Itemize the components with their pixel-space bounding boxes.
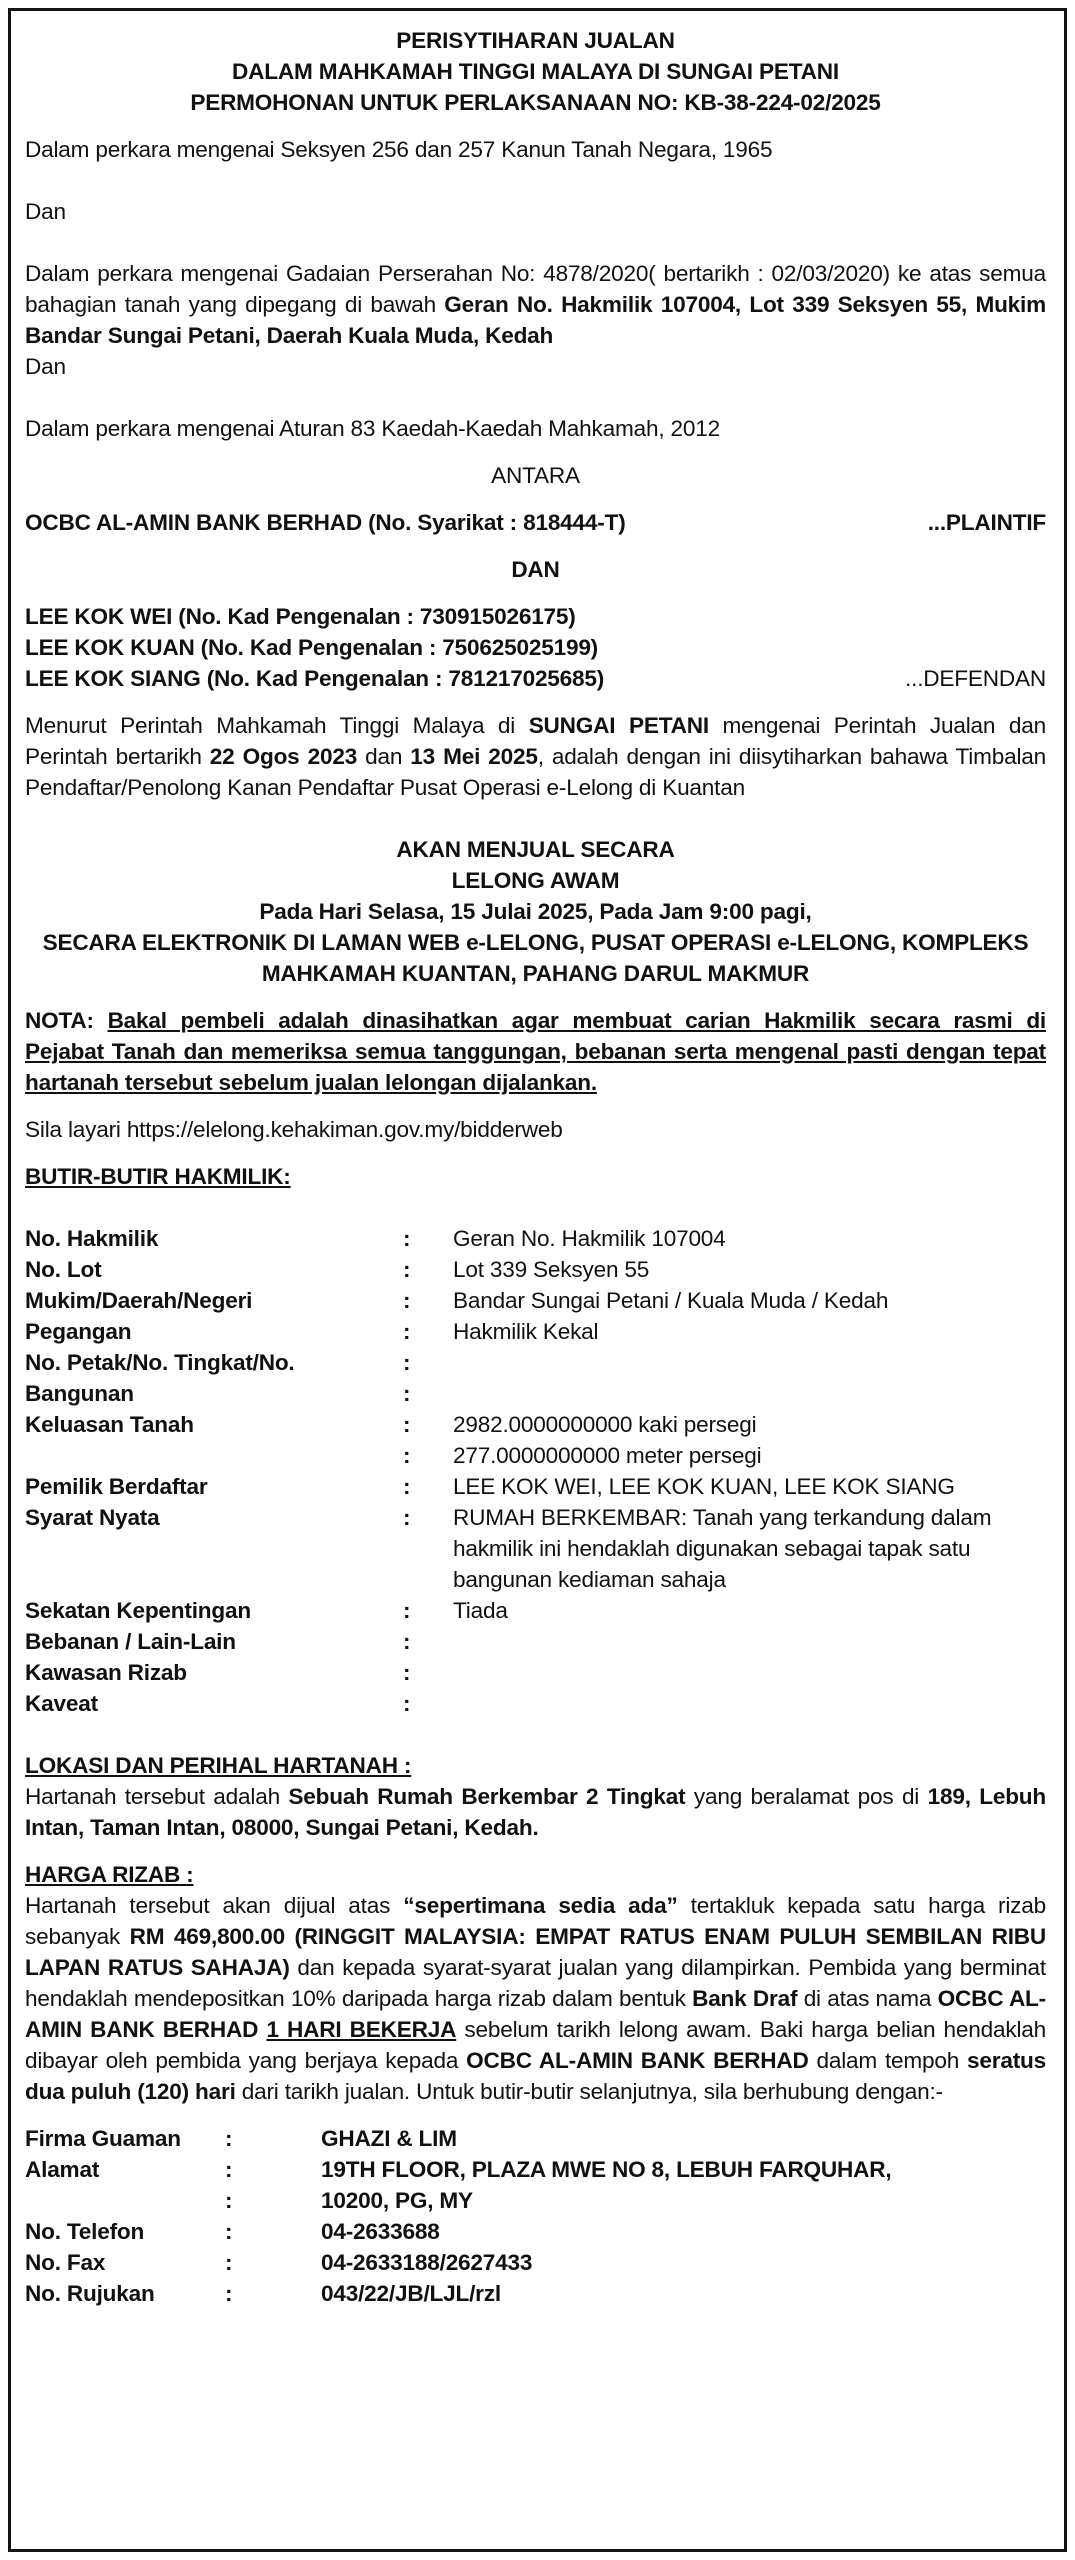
title-detail-colon: : xyxy=(403,1319,411,1344)
defendant-3-row xyxy=(25,663,1046,694)
plaintiff-name: OCBC AL-AMIN BANK BERHAD (No. Syarikat : 818444-T) xyxy=(25,510,626,535)
firm-detail-colon: : xyxy=(225,2219,233,2244)
title-detail-label: Syarat Nyata xyxy=(25,1505,160,1530)
firm-detail-label: No. Rujukan xyxy=(25,2281,155,2306)
title-detail-label xyxy=(25,1440,403,1471)
title-detail-colon: : xyxy=(403,1629,411,1654)
plaintiff-tag: ...PLAINTIF xyxy=(927,510,1046,535)
auction-line-2: LELONG AWAM xyxy=(451,868,620,893)
firm-detail-label: No. Telefon xyxy=(25,2219,145,2244)
title-detail-label: Pegangan xyxy=(25,1319,132,1344)
antara-label: ANTARA xyxy=(491,463,580,488)
dan-label: DAN xyxy=(511,557,560,582)
nota-text: Bakal pembeli adalah dinasihatkan agar membuat carian Hakmilik secara rasmi di Pejabat Tanah dan memeriksa semua tanggungan, bebanan serta mengenal pasti dengan tepat hartanah tersebut sebelum jualan lelongan dijalankan. xyxy=(25,1008,1046,1095)
title-detail-value xyxy=(453,1626,1046,1657)
sale-proclamation xyxy=(8,8,1067,2552)
title-detail-value: Bandar Sungai Petani / Kuala Muda / Kedah xyxy=(453,1288,889,1313)
title-detail-value xyxy=(453,1378,1046,1409)
title-detail-value: Tiada xyxy=(453,1598,508,1623)
title-detail-label: Bebanan / Lain-Lain xyxy=(25,1629,236,1654)
firm-detail-colon: : xyxy=(225,2157,233,2182)
order-paragraph: Menurut Perintah Mahkamah Tinggi Malaya di SUNGAI PETANI mengenai Perintah Jualan dan Perintah bertarikh 22 Ogos 2023 dan 13 Mei 2025, adalah dengan ini diisytiharkan bahawa Timbalan Pendaftar/Penolong Kanan Pendaftar Pusat Operasi e-Lelong di Kuantan xyxy=(25,713,1046,800)
bidder-website: Sila layari https://elelong.kehakiman.gov.my/bidderweb xyxy=(25,1117,563,1142)
title-detail-colon: : xyxy=(403,1691,411,1716)
title-detail-colon: : xyxy=(403,1257,411,1282)
title-detail-colon: : xyxy=(403,1350,411,1375)
title-detail-colon: : xyxy=(403,1381,411,1406)
firm-detail-value: 04-2633188/2627433 xyxy=(321,2250,533,2275)
defendant-1: LEE KOK WEI (No. Kad Pengenalan : 730915026175) xyxy=(25,604,576,629)
firm-detail-colon: : xyxy=(225,2188,233,2213)
title-detail-colon: : xyxy=(403,1660,411,1685)
defendant-2: LEE KOK KUAN (No. Kad Pengenalan : 750625025199) xyxy=(25,635,599,660)
title-detail-value: Lot 339 Seksyen 55 xyxy=(453,1257,650,1282)
plaintiff-row xyxy=(25,507,1046,538)
reserve-paragraph: Hartanah tersebut akan dijual atas “sepertimana sedia ada” tertakluk kepada satu harga rizab sebanyak RM 469,800.00 (RINGGIT MALAYSIA: EMPAT RATUS ENAM PULUH SEMBILAN RIBU LAPAN RATUS SAHAJA) dan kepada syarat-syarat jualan yang dilampirkan. Pembida yang berminat hendaklah mendepositkan 10% daripada harga rizab dalam bentuk Bank Draf di atas nama OCBC AL-AMIN BANK BERHAD 1 HARI BEKERJA sebelum tarikh lelong awam. Baki harga belian hendaklah dibayar oleh pembida yang berjaya kepada OCBC AL-AMIN BANK BERHAD dalam tempoh seratus dua puluh (120) hari dari tarikh jualan. Untuk butir-butir selanjutnya, sila berhubung dengan:- xyxy=(25,1893,1047,2104)
firm-detail-value: 043/22/JB/LJL/rzl xyxy=(321,2281,501,2306)
title-detail-value xyxy=(453,1688,1046,1719)
title-detail-colon: : xyxy=(403,1505,411,1530)
header-line-3: PERMOHONAN UNTUK PERLAKSANAAN NO: KB-38-224-02/2025 xyxy=(190,90,881,115)
auction-notice xyxy=(25,834,1046,989)
title-detail-label: Kaveat xyxy=(25,1691,98,1716)
title-detail-value xyxy=(453,1657,1046,1688)
title-details-heading: BUTIR-BUTIR HAKMILIK: xyxy=(25,1164,291,1189)
title-detail-colon: : xyxy=(403,1474,411,1499)
header-line-2: DALAM MAHKAMAH TINGGI MALAYA DI SUNGAI PETANI xyxy=(232,59,839,84)
title-detail-colon: : xyxy=(403,1443,411,1468)
title-detail-value: Geran No. Hakmilik 107004 xyxy=(453,1226,726,1251)
matter-charge: Dalam perkara mengenai Gadaian Perserahan No: 4878/2020( bertarikh : 02/03/2020) ke atas semua bahagian tanah yang dipegang di bawah Geran No. Hakmilik 107004, Lot 339 Seksyen 55, Mukim Bandar Sungai Petani, Daerah Kuala Muda, Kedah xyxy=(25,261,1046,348)
matter-court-rules: Dalam perkara mengenai Aturan 83 Kaedah-Kaedah Mahkamah, 2012 xyxy=(25,416,720,441)
firm-detail-value: 04-2633688 xyxy=(321,2219,440,2244)
firm-detail-value: GHAZI & LIM xyxy=(321,2126,457,2151)
title-details-table xyxy=(25,1223,1046,1719)
title-detail-value: 277.0000000000 meter persegi xyxy=(453,1443,762,1468)
title-detail-value: RUMAH BERKEMBAR: Tanah yang terkandung dalam hakmilik ini hendaklah digunakan sebagai tapak satu bangunan kediaman sahaja xyxy=(453,1505,992,1592)
title-detail-label: Mukim/Daerah/Negeri xyxy=(25,1288,253,1313)
title-detail-colon: : xyxy=(403,1412,411,1437)
firm-detail-label: No. Fax xyxy=(25,2250,106,2275)
nota xyxy=(25,1005,1046,1098)
law-firm-table xyxy=(25,2123,1046,2309)
title-detail-label: Keluasan Tanah xyxy=(25,1412,194,1437)
title-detail-colon: : xyxy=(403,1598,411,1623)
matter-land-code: Dalam perkara mengenai Seksyen 256 dan 257 Kanun Tanah Negara, 1965 xyxy=(25,137,773,162)
title-detail-colon: : xyxy=(403,1288,411,1313)
title-detail-label: No. Petak/No. Tingkat/No. xyxy=(25,1350,295,1375)
title-detail-label: Bangunan xyxy=(25,1381,134,1406)
auction-line-1: AKAN MENJUAL SECARA xyxy=(396,837,675,862)
firm-detail-value: 10200, PG, MY xyxy=(321,2188,473,2213)
dan-2: Dan xyxy=(25,354,66,379)
title-detail-value: Hakmilik Kekal xyxy=(453,1319,599,1344)
firm-detail-colon: : xyxy=(225,2281,233,2306)
firm-detail-value: 19TH FLOOR, PLAZA MWE NO 8, LEBUH FARQUHAR, xyxy=(321,2157,892,2182)
firm-detail-label: Firma Guaman xyxy=(25,2126,181,2151)
title-detail-label: Kawasan Rizab xyxy=(25,1660,187,1685)
title-detail-value: LEE KOK WEI, LEE KOK KUAN, LEE KOK SIANG xyxy=(453,1474,955,1499)
location-heading: LOKASI DAN PERIHAL HARTANAH : xyxy=(25,1753,412,1778)
firm-detail-label: Alamat xyxy=(25,2157,100,2182)
title-detail-label: No. Lot xyxy=(25,1257,102,1282)
firm-detail-colon: : xyxy=(225,2126,233,2151)
location-paragraph: Hartanah tersebut adalah Sebuah Rumah Berkembar 2 Tingkat yang beralamat pos di 189, Lebuh Intan, Taman Intan, 08000, Sungai Petani, Kedah. xyxy=(25,1784,1046,1840)
reserve-heading: HARGA RIZAB : xyxy=(25,1862,194,1887)
firm-detail-label xyxy=(25,2185,225,2216)
document-header xyxy=(25,25,1046,118)
title-detail-label: Sekatan Kepentingan xyxy=(25,1598,251,1623)
auction-line-4: SECARA ELEKTRONIK DI LAMAN WEB e-LELONG, PUSAT OPERASI e-LELONG, KOMPLEKS MAHKAMAH KUANTAN, PAHANG DARUL MAKMUR xyxy=(42,930,1029,986)
title-detail-value: 2982.0000000000 kaki persegi xyxy=(453,1412,757,1437)
nota-label: NOTA: xyxy=(25,1008,108,1033)
title-detail-colon: : xyxy=(403,1226,411,1251)
dan-1: Dan xyxy=(25,199,66,224)
defendant-3: LEE KOK SIANG (No. Kad Pengenalan : 781217025685) xyxy=(25,666,605,691)
title-detail-label: No. Hakmilik xyxy=(25,1226,159,1251)
header-line-1: PERISYTIHARAN JUALAN xyxy=(396,28,675,53)
auction-line-3: Pada Hari Selasa, 15 Julai 2025, Pada Jam 9:00 pagi, xyxy=(259,899,812,924)
firm-detail-colon: : xyxy=(225,2250,233,2275)
title-detail-value xyxy=(453,1347,1046,1378)
defendant-tag: ...DEFENDAN xyxy=(905,666,1046,691)
title-detail-label: Pemilik Berdaftar xyxy=(25,1474,208,1499)
